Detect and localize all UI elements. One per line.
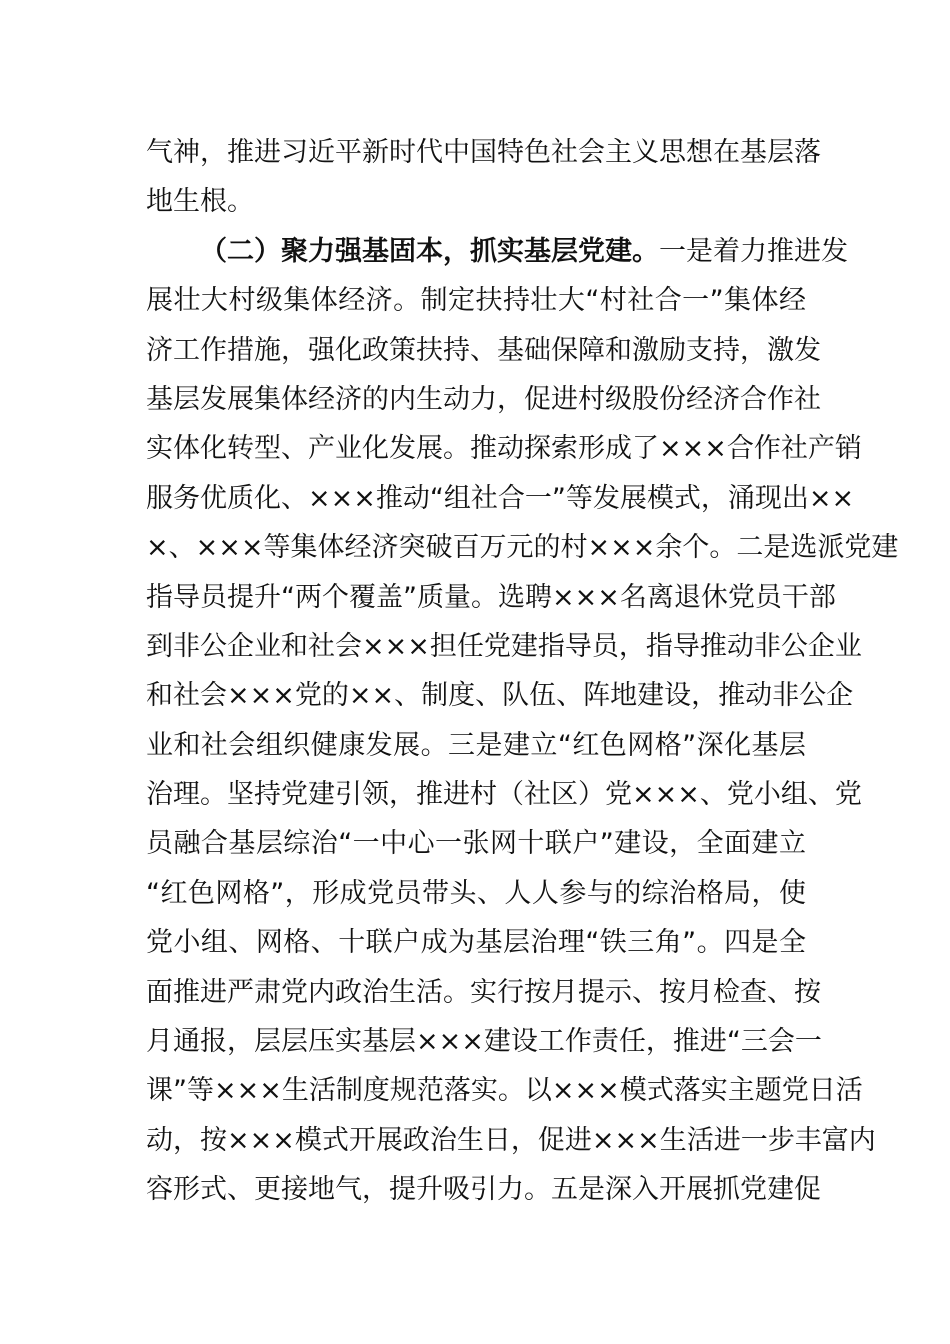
paragraph2-line-9: 到非公企业和社会×××担任党建指导员，指导推动非公企业 xyxy=(146,630,862,662)
paragraph2-line-12: 治理。坚持党建引领，推进村（社区）党×××、党小组、党 xyxy=(146,779,862,811)
paragraph2-line-5: 实体化转型、产业化发展。推动探索形成了×××合作社产销 xyxy=(146,433,862,465)
paragraph2-line-3: 济工作措施，强化政策扶持、基础保障和激励支持，激发 xyxy=(146,334,821,366)
paragraph1-line-1: 气神，推进习近平新时代中国特色社会主义思想在基层落 xyxy=(146,137,821,168)
paragraph2-line-10: 和社会×××党的××、制度、队伍、阵地建设，推动非公企 xyxy=(146,680,854,712)
paragraph2-line-17: 月通报，层层压实基层×××建设工作责任，推进“三会一 xyxy=(146,1026,822,1058)
paragraph2-line-1-rest: 一是着力推进发 xyxy=(659,235,848,267)
paragraph2-line-16: 面推进严肃党内政治生活。实行按月提示、按月检查、按 xyxy=(146,976,821,1008)
paragraph2-line-7: ×、×××等集体经济突破百万元的村×××余个。二是选派党建 xyxy=(146,532,899,564)
paragraph1-line-2: 地生根。 xyxy=(146,186,254,218)
paragraph2-line-15: 党小组、网格、十联户成为基层治理“铁三角”。四是全 xyxy=(146,927,806,959)
paragraph2-line-13: 员融合基层综治“一中心一张网十联户”建设，全面建立 xyxy=(146,828,806,860)
document-body xyxy=(146,128,899,1215)
paragraph2-line-20: 容形式、更接地气，提升吸引力。五是深入开展抓党建促 xyxy=(146,1174,821,1206)
paragraph2-line-14: “红色网格”，形成党员带头、人人参与的综治格局，使 xyxy=(146,877,806,909)
paragraph2-line-8: 指导员提升“两个覆盖”质量。选聘×××名离退休党员干部 xyxy=(146,581,836,613)
section-heading: （二）聚力强基固本，抓实基层党建。 xyxy=(200,235,659,267)
paragraph2-line-18: 课”等×××生活制度规范落实。以×××模式落实主题党日活 xyxy=(146,1075,863,1107)
paragraph2-line-4: 基层发展集体经济的内生动力，促进村级股份经济合作社 xyxy=(146,383,821,415)
paragraph2-line-11: 业和社会组织健康发展。三是建立“红色网格”深化基层 xyxy=(146,729,806,761)
paragraph2-line-1 xyxy=(146,227,848,276)
paragraph2-line-2: 展壮大村级集体经济。制定扶持壮大“村社合一”集体经 xyxy=(146,285,806,317)
paragraph2-line-19: 动，按×××模式开展政治生日，促进×××生活进一步丰富内 xyxy=(146,1124,876,1156)
paragraph2-line-6: 服务优质化、×××推动“组社合一”等发展模式，涌现出×× xyxy=(146,482,855,514)
